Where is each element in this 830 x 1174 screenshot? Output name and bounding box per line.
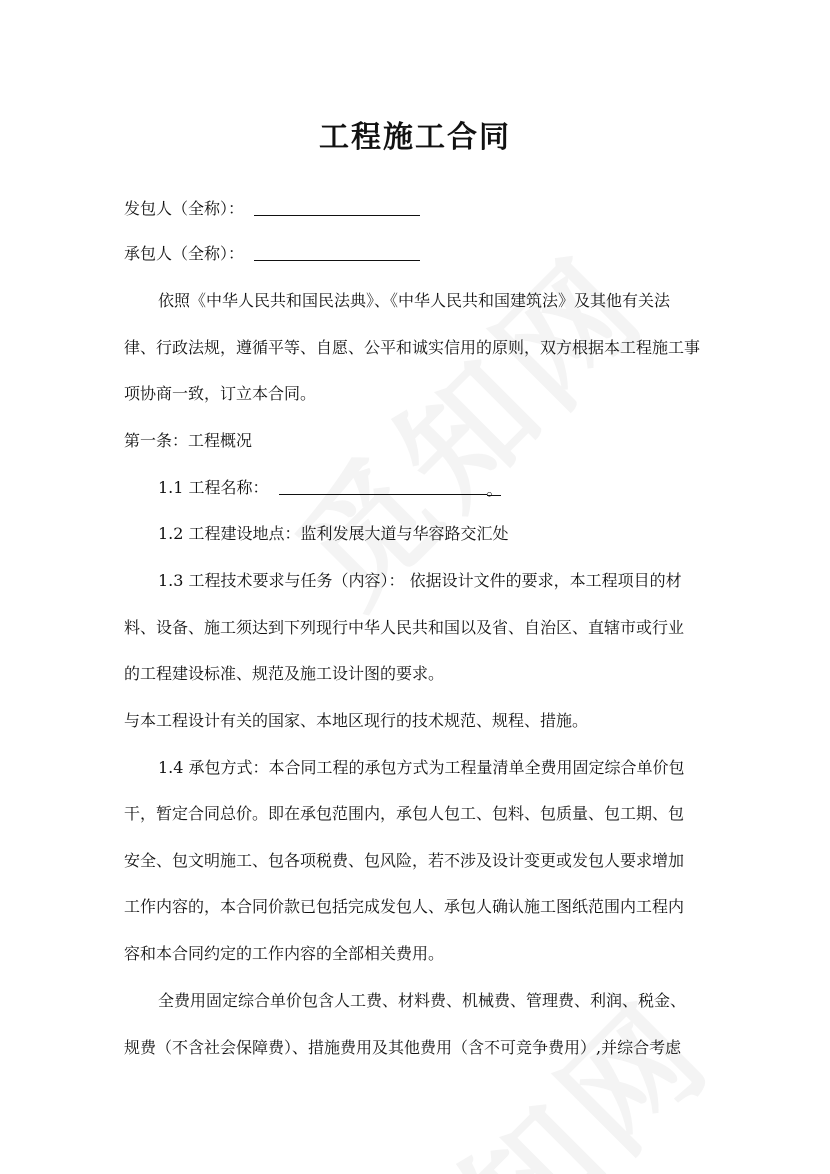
item-1-3-line: 料、设备、施工须达到下列现行中华人民共和国以及省、自治区、直辖市或行业 [124, 618, 685, 637]
item-1-1-label: 1.1 工程名称： [158, 478, 269, 497]
item-1-3-line: 的工程建设标准、规范及施工设计图的要求。 [124, 664, 445, 683]
unit-price-line: 规费（不含社会保障费）、措施费用及其他费用（含不可竞争费用）,并综合考虑 [124, 1038, 682, 1057]
party-b-label: 承包人（全称）： [124, 244, 245, 263]
watermark [315, 954, 744, 1174]
item-1-4-line: 安全、包文明施工、包各项税费、包风险，若不涉及设计变更或发包人要求增加 [124, 851, 685, 870]
party-a-blank[interactable] [254, 199, 420, 216]
party-b-blank[interactable] [254, 244, 420, 261]
preamble-line: 项协商一致，订立本合同。 [124, 384, 317, 403]
party-a-line [124, 198, 420, 220]
preamble-line: 依照《中华人民共和国民法典》、《中华人民共和国建筑法》及其他有关法 [158, 291, 671, 310]
item-1-2-line: 1.2 工程建设地点：监利发展大道与华容路交汇处 [158, 524, 509, 543]
item-1-1-suffix: 。 [486, 480, 503, 499]
item-1-4-line: 容和本合同约定的工作内容的全部相关费用。 [124, 944, 445, 963]
preamble-line: 律、行政法规，遵循平等、自愿、公平和诚实信用的原则，双方根据本工程施工事 [124, 338, 701, 357]
item-1-4-line: 工作内容的，本合同价款已包括完成发包人、承包人确认施工图纸范围内工程内 [124, 897, 685, 916]
party-a-label: 发包人（全称）： [124, 199, 245, 218]
item-1-3-extra-line: 与本工程设计有关的国家、本地区现行的技术规范、规程、措施。 [124, 711, 589, 730]
item-1-3-line: 1.3 工程技术要求与任务（内容）： 依据设计文件的要求，本工程项目的材 [158, 571, 682, 590]
item-1-4-line: 1.4 承包方式：本合同工程的承包方式为工程量清单全费用固定综合单价包 [158, 758, 685, 777]
item-1-4-line: 干，暂定合同总价。即在承包范围内，承包人包工、包料、包质量、包工期、包 [124, 804, 685, 823]
unit-price-line: 全费用固定综合单价包含人工费、材料费、机械费、管理费、利润、税金、 [158, 991, 687, 1010]
project-name-blank[interactable] [279, 478, 487, 495]
document-title: 工程施工合同 [319, 120, 511, 155]
party-b-line [124, 243, 420, 265]
article-1-heading: 第一条：工程概况 [124, 431, 253, 450]
item-1-1-line [158, 477, 501, 499]
